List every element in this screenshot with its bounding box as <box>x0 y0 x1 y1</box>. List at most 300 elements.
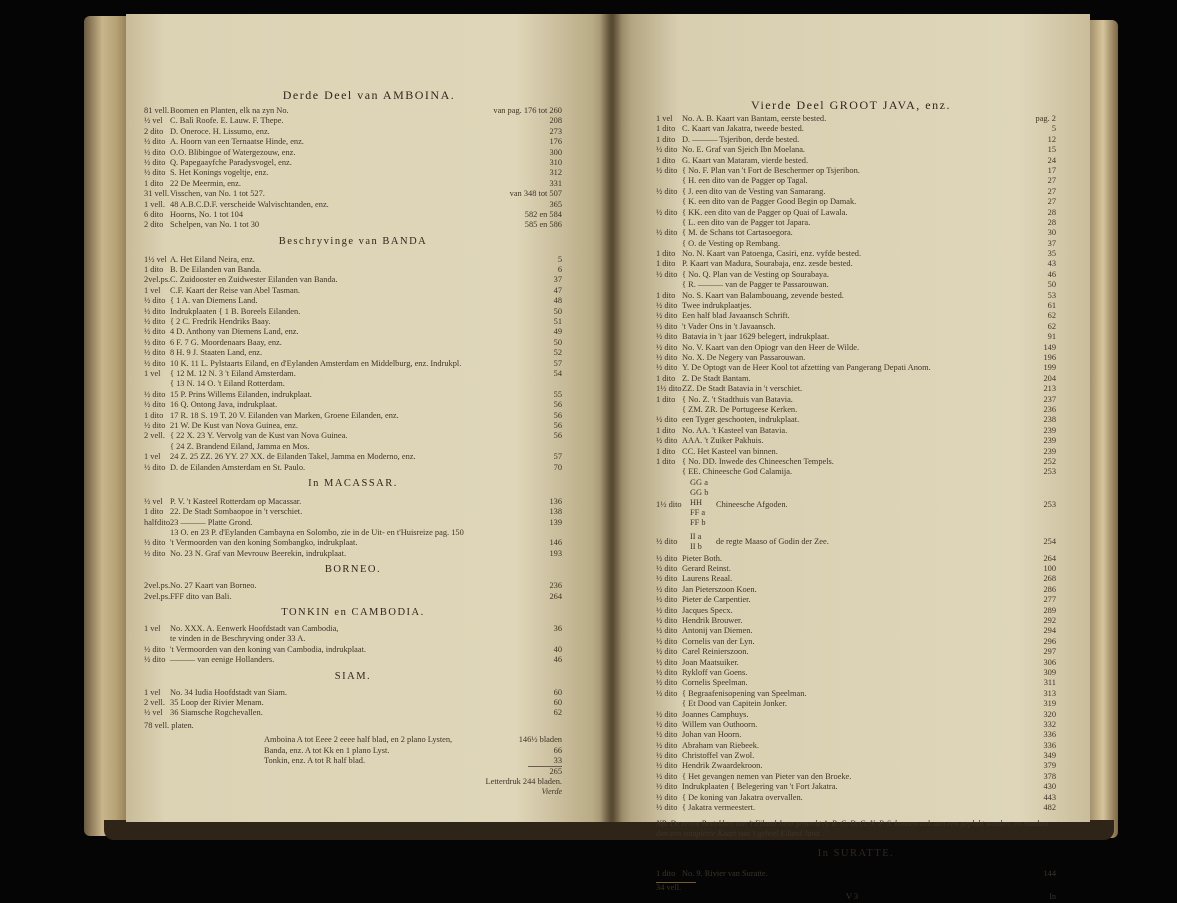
item-size: 2vel.ps. <box>144 591 171 601</box>
item-page: 297 <box>1043 647 1056 657</box>
item-size: ½ dito <box>144 327 166 337</box>
item-title: 21 W. De Kust van Nova Guinea, enz. <box>170 420 298 430</box>
list-item <box>656 803 1056 813</box>
list-item <box>656 395 1056 405</box>
item-size: 1 dito <box>656 290 676 300</box>
item-title: { R. ——— van de Pagger te Passarouwan. <box>682 280 829 290</box>
item-size: ½ vel <box>144 708 163 718</box>
item-page: 27 <box>1047 197 1056 207</box>
item-title: S. Het Konings vogeltje, enz. <box>170 168 269 178</box>
list-item <box>656 606 1056 616</box>
item-title: No. 27 Kaart van Borneo. <box>170 581 257 591</box>
item-page: 139 <box>549 517 562 527</box>
list-item <box>656 457 1056 467</box>
item-page: 6 <box>557 265 562 275</box>
item-size: 1 dito <box>656 456 676 466</box>
item-page: 46 <box>553 655 562 665</box>
item-size: ½ dito <box>144 358 166 368</box>
item-title: 36 Siamsche Rogchevallen. <box>170 708 263 718</box>
list-item <box>144 137 562 147</box>
item-title: { O. de Vesting op Rembang. <box>682 238 781 248</box>
item-size: ½ dito <box>656 301 678 311</box>
item-title: { 12 M. 12 N. 3 't Eiland Amsterdam. <box>170 368 296 378</box>
item-size: ½ dito <box>656 803 678 813</box>
list-item <box>144 421 562 431</box>
item-title: { KK. een dito van de Pagger op Quai of Lawala. <box>682 207 848 217</box>
item-page: 40 <box>553 644 562 654</box>
item-title: Tonkin, enz. A tot R half blad. <box>264 755 366 765</box>
item-page: 50 <box>1047 280 1056 290</box>
item-title: Jan Pieterszoon Koen. <box>682 584 757 594</box>
item-page: 46 <box>1047 269 1056 279</box>
list-item <box>144 158 562 168</box>
item-title: 16 Q. Ontong Java, indrukplaat. <box>170 400 278 410</box>
item-page: 48 <box>553 296 562 306</box>
banda-header: Beschryvinge van BANDA <box>278 235 428 247</box>
item-title: 15 P. Prins Willems Eilanden, indrukplaat. <box>170 389 312 399</box>
left-catchword: Vierde <box>541 787 562 797</box>
item-page: 36 <box>553 624 562 634</box>
item-page: 199 <box>1043 363 1056 373</box>
item-page: 91 <box>1047 332 1056 342</box>
list-item <box>656 249 1056 259</box>
gg-list <box>690 478 708 528</box>
left-page-body <box>144 106 562 797</box>
macassar-section <box>144 473 562 497</box>
item-title: No. 34 Iudia Hoofdstadt van Siam. <box>170 687 288 697</box>
item-size: ½ dito <box>144 420 166 430</box>
item-size: ½ dito <box>656 415 678 425</box>
item-page: 60 <box>553 697 562 707</box>
item-title: FFF dito van Bali. <box>170 591 232 601</box>
list-item <box>656 187 1056 197</box>
item-size: ½ dito <box>656 269 678 279</box>
list-item <box>656 135 1056 145</box>
item-page: 52 <box>553 348 562 358</box>
list-item <box>144 634 562 644</box>
item-page: 252 <box>1043 456 1056 466</box>
item-title: Willem van Outhoorn. <box>682 719 758 729</box>
list-item <box>656 782 1056 792</box>
list-item <box>656 467 1056 477</box>
brace-item: GG b <box>690 487 709 497</box>
gg-label: 1½ dito <box>656 499 682 509</box>
item-size: 1 dito <box>144 265 164 275</box>
item-page: 311 <box>1043 678 1056 688</box>
item-size: ½ dito <box>656 228 678 238</box>
list-item <box>144 338 562 348</box>
list-item <box>144 463 562 473</box>
list-item <box>656 145 1056 155</box>
item-title: CC. Het Kasteel van binnen. <box>682 446 778 456</box>
item-page: 320 <box>1043 709 1056 719</box>
siam-section <box>144 666 562 688</box>
letterdruk: Letterdruk 244 bladen. <box>485 776 562 786</box>
item-page: 30 <box>1047 228 1056 238</box>
item-size: ½ dito <box>656 342 678 352</box>
item-size: ½ dito <box>656 574 678 584</box>
item-title: { Begraafenisopening van Speelman. <box>682 688 807 698</box>
list-item <box>144 549 562 559</box>
item-page: 56 <box>553 410 562 420</box>
suratte-header: In SURATTE. <box>817 848 895 860</box>
left-page <box>126 14 612 822</box>
item-title: Abraham van Riebeek. <box>682 740 759 750</box>
item-page: 296 <box>1043 636 1056 646</box>
item-page: 146 <box>549 538 562 548</box>
list-item <box>656 436 1056 446</box>
item-title: Een half blad Javaansch Schrift. <box>682 311 790 321</box>
item-size: 1 dito <box>656 259 676 269</box>
list-item <box>144 411 562 421</box>
tonkin-list <box>144 624 562 666</box>
banda-list <box>144 255 562 473</box>
item-page: 313 <box>1043 688 1056 698</box>
item-page: 62 <box>1047 321 1056 331</box>
right-footer-row <box>656 892 1056 902</box>
item-title: 23 ——— Platte Grond. <box>170 517 253 527</box>
item-page: 138 <box>549 507 562 517</box>
item-title: Joan Maatsuiker. <box>682 657 739 667</box>
item-page: 62 <box>553 708 562 718</box>
item-page: 208 <box>549 116 562 126</box>
item-size: ½ dito <box>144 337 166 347</box>
item-title: No. XXX. A. Eenwerk Hoofdstadt van Cambodia, <box>170 624 339 634</box>
item-title: ZZ. De Stadt Batavia in 't verschiet. <box>682 384 803 394</box>
right-page-edges <box>1088 20 1118 838</box>
macassar-list <box>144 497 562 559</box>
list-item <box>144 317 562 327</box>
item-page: 47 <box>553 285 562 295</box>
item-title: te vinden in de Beschryving onder 33 A. <box>170 634 306 644</box>
item-size: ½ dito <box>656 751 678 761</box>
list-item <box>656 218 1056 228</box>
list-item <box>144 624 562 634</box>
list-item <box>144 400 562 410</box>
item-size: 1 dito <box>656 394 676 404</box>
item-size: ½ dito <box>656 165 678 175</box>
list-item <box>144 655 562 665</box>
item-size: 2 vell. <box>144 431 165 441</box>
item-page: 582 en 584 <box>524 209 562 219</box>
list-item <box>656 332 1056 342</box>
item-page: 70 <box>553 462 562 472</box>
item-page: 236 <box>1043 404 1056 414</box>
list-item <box>656 564 1056 574</box>
list-item <box>144 286 562 296</box>
item-title: Amboina A tot Eeee 2 eeee half blad, en 2 plano Lysten, <box>264 735 453 745</box>
item-page: 309 <box>1043 667 1056 677</box>
item-title: Cornelis van der Lyn. <box>682 636 755 646</box>
item-size: ½ dito <box>656 352 678 362</box>
list-item <box>144 200 562 210</box>
item-page: 300 <box>549 147 562 157</box>
item-size: 2 vell. <box>144 697 165 707</box>
item-page: 28 <box>1047 207 1056 217</box>
item-title: { Et Dood van Capitein Jonker. <box>682 699 787 709</box>
item-page: 193 <box>549 548 562 558</box>
item-title: A. Het Eiland Neira, enz. <box>170 254 255 264</box>
item-title: { No. Z. 't Stadthuis van Batavia. <box>682 394 793 404</box>
item-title: Laurens Reaal. <box>682 574 733 584</box>
right-total: 34 vell. <box>656 882 696 893</box>
item-size: ½ dito <box>656 678 678 688</box>
item-title: Q. Papegaayfche Paradysvogel, enz. <box>170 157 292 167</box>
item-page: 349 <box>1043 751 1056 761</box>
item-title: Antonij van Diemen. <box>682 626 753 636</box>
item-size: ½ dito <box>144 644 166 654</box>
item-page: 264 <box>549 591 562 601</box>
suratte-section <box>656 839 1056 869</box>
item-size: 1 dito <box>656 155 676 165</box>
item-page: van pag. 176 tot 260 <box>493 106 562 115</box>
item-title: No. E. Graf van Sjeich Ibn Moelana. <box>682 145 806 155</box>
item-size: ½ dito <box>656 626 678 636</box>
item-page: 336 <box>1043 740 1056 750</box>
list-item <box>144 452 562 462</box>
left-page-edges <box>84 16 130 836</box>
item-title: Twee indrukplaatjes. <box>682 301 752 311</box>
item-title: Pieter Both. <box>682 553 723 563</box>
item-title: Christoffel van Zwol. <box>682 751 755 761</box>
list-item <box>656 322 1056 332</box>
item-size: ½ dito <box>144 306 166 316</box>
list-item <box>656 363 1056 373</box>
item-page: 49 <box>553 327 562 337</box>
item-title: 8 H. 9 J. Staaten Land, enz. <box>170 348 263 358</box>
item-page: 56 <box>553 420 562 430</box>
item-title: { 1 A. van Diemens Land. <box>170 296 258 306</box>
gg-text: Chineesche Afgoden. <box>716 499 788 509</box>
list-item <box>656 166 1056 176</box>
item-title: { De koning van Jakatra overvallen. <box>682 792 803 802</box>
item-title: Pieter de Carpentier. <box>682 595 751 605</box>
item-page: 294 <box>1043 626 1056 636</box>
item-size: 1 vel <box>144 687 161 697</box>
list-item <box>144 348 562 358</box>
tonkin-section <box>144 602 562 624</box>
item-title: 13 O. en 23 P. d'Eylanden Cambayna en Solombo, zie in de Uit- en t'Huisreize pag. 150 <box>170 528 464 538</box>
list-item <box>144 189 562 199</box>
item-size: ½ dito <box>656 688 678 698</box>
signature-mark: V 3 <box>846 892 859 902</box>
list-item <box>144 431 562 441</box>
item-title: C. Zuidooster en Zuidwester Eilanden van Banda. <box>170 275 338 285</box>
list-item <box>144 148 562 158</box>
list-item <box>656 176 1056 186</box>
item-page: 27 <box>1047 186 1056 196</box>
item-page: 319 <box>1043 699 1056 709</box>
item-size: 1 dito <box>656 425 676 435</box>
list-item <box>656 239 1056 249</box>
item-size: ½ vel <box>144 496 163 506</box>
list-item <box>144 518 562 528</box>
item-size: 1 dito <box>144 507 164 517</box>
item-page: 136 <box>549 496 562 506</box>
item-size: ½ dito <box>656 605 678 615</box>
item-title: C.F. Kaart der Reise van Abel Tasman. <box>170 285 300 295</box>
item-title: { Het gevangen nemen van Pieter van den Broeke. <box>682 771 852 781</box>
item-size: ½ dito <box>144 462 166 472</box>
summary-total: 265 <box>528 766 562 777</box>
item-title: 4 D. Anthony van Diemens Land, enz. <box>170 327 299 337</box>
item-size: 81 vell. <box>144 106 170 115</box>
list-item <box>144 390 562 400</box>
item-page: 55 <box>553 389 562 399</box>
item-page: 12 <box>1047 134 1056 144</box>
item-title: Schelpen, van No. 1 tot 30 <box>170 220 260 230</box>
letterdruk-row <box>144 777 562 787</box>
item-title: Banda, enz. A tot Kk en 1 plano Lyst. <box>264 745 390 755</box>
ii-label: ½ dito <box>656 536 678 546</box>
item-title: P. Kaart van Madura, Sourabaja, enz. zesde bested. <box>682 259 853 269</box>
list-item <box>656 374 1056 384</box>
item-size: ½ dito <box>656 363 678 373</box>
list-item <box>144 210 562 220</box>
item-title: { 13 N. 14 O. 't Eiland Rotterdam. <box>170 379 285 389</box>
item-title: Hendrik Brouwer. <box>682 616 743 626</box>
book-gutter <box>600 14 622 822</box>
borneo-list <box>144 581 562 602</box>
list-item <box>656 291 1056 301</box>
item-size: ½ dito <box>144 137 166 147</box>
item-page: 35 <box>1047 249 1056 259</box>
list-item <box>656 280 1056 290</box>
list-item <box>144 307 562 317</box>
item-title: 48 A.B.C.D.F. verscheide Walvischtanden, enz. <box>170 199 329 209</box>
item-title: D. ——— Tsjeribon, derde bested. <box>682 134 800 144</box>
item-page: 56 <box>553 431 562 441</box>
list-item <box>656 595 1056 605</box>
item-page: 100 <box>1043 564 1056 574</box>
list-item <box>264 756 562 766</box>
item-title: 't Vermoorden van den koning Sombangko, indrukplaat. <box>170 538 358 548</box>
item-title: No. 9. Rivier van Suratte. <box>682 869 768 879</box>
item-size: ½ dito <box>656 709 678 719</box>
item-page: 15 <box>1047 145 1056 155</box>
item-page: 239 <box>1043 436 1056 446</box>
list-item <box>656 426 1056 436</box>
list-item <box>656 793 1056 803</box>
list-item <box>656 637 1056 647</box>
item-size: ½ dito <box>656 782 678 792</box>
brace-item: GG a <box>690 477 708 487</box>
item-page: 238 <box>1043 415 1056 425</box>
item-page: 237 <box>1043 394 1056 404</box>
item-page: 379 <box>1043 761 1056 771</box>
item-page: 196 <box>1043 352 1056 362</box>
list-item <box>656 384 1056 394</box>
list-item <box>144 179 562 189</box>
item-title: { 22 X. 23 Y. Vervolg van de Kust van Nova Guinea. <box>170 431 348 441</box>
item-page: 176 <box>549 137 562 147</box>
item-page: pag. 2 <box>1035 114 1056 123</box>
borneo-header: BORNEO. <box>324 564 382 576</box>
item-size: 6 dito <box>144 209 164 219</box>
item-title: 10 K. 11 L. Pylstaarts Eiland, en d'Eylanden Amsterdam en Middelburg, enz. Indrukpl. <box>170 358 462 368</box>
item-size: ½ dito <box>656 564 678 574</box>
item-title: D. de Eilanden Amsterdam en St. Paulo. <box>170 462 306 472</box>
list-item <box>656 678 1056 688</box>
borneo-section <box>144 559 562 581</box>
item-title: 't Vader Ons in 't Javaansch. <box>682 321 776 331</box>
macassar-header: In MACASSAR. <box>308 477 398 489</box>
item-size: ½ dito <box>656 657 678 667</box>
item-size: 1 dito <box>656 134 676 144</box>
item-title: 17 R. 18 S. 19 T. 20 V. Eilanden van Marken, Groene Eilanden, enz. <box>170 410 399 420</box>
list-item <box>144 106 562 116</box>
item-page: 33 <box>553 755 562 765</box>
amboina-list <box>144 106 562 231</box>
item-page: 57 <box>553 452 562 462</box>
list-item <box>144 581 562 591</box>
item-size: ½ dito <box>144 147 166 157</box>
item-size: ½ dito <box>144 317 166 327</box>
item-size: 2 dito <box>144 220 164 230</box>
item-size: 1 vel <box>656 114 673 123</box>
list-item <box>144 497 562 507</box>
item-title: D. Oneroce. H. Lissumo, enz. <box>170 126 270 136</box>
item-page: 332 <box>1043 719 1056 729</box>
left-page-header: Derde Deel van AMBOINA. <box>282 88 456 102</box>
item-title: Gerard Reinst. <box>682 564 731 574</box>
item-size: 1 dito <box>656 373 676 383</box>
item-page: 37 <box>553 275 562 285</box>
item-title: 22. De Stadt Sombaopoe in 't verschiet. <box>170 507 303 517</box>
list-item <box>656 197 1056 207</box>
list-item <box>144 255 562 265</box>
list-item <box>144 127 562 137</box>
java-list <box>656 114 1056 478</box>
banda-section <box>144 231 562 255</box>
list-item <box>144 528 562 538</box>
brace-item: FF a <box>690 507 706 517</box>
item-size: ½ dito <box>144 548 166 558</box>
item-page: 54 <box>553 368 562 378</box>
item-size: ½ dito <box>656 436 678 446</box>
list-item <box>656 208 1056 218</box>
right-catchword: In <box>1049 892 1056 902</box>
item-title: No. V. Kaart van den Opiogr van den Heer de Wilde. <box>682 342 860 352</box>
gg-group <box>656 478 1056 532</box>
item-title: No. N. Kaart van Patoenga, Casiri, enz. vyfde bested. <box>682 249 862 259</box>
item-title: No. S. Kaart van Balambouang, zevende bested. <box>682 290 844 300</box>
item-size: ½ dito <box>656 616 678 626</box>
item-page: 43 <box>1047 259 1056 269</box>
item-title: { No. F. Plan van 't Fort de Beschermer op Tsjeribon. <box>682 165 860 175</box>
list-item <box>144 296 562 306</box>
list-item <box>144 369 562 379</box>
list-item <box>144 645 562 655</box>
list-item <box>656 585 1056 595</box>
item-title: 35 Loop der Rivier Menam. <box>170 697 264 707</box>
item-title: G. Kaart van Mataram, vierde bested. <box>682 155 809 165</box>
item-page: 213 <box>1043 384 1056 394</box>
item-title: Rykloff van Goens. <box>682 667 748 677</box>
item-size: ½ dito <box>656 584 678 594</box>
item-page: 17 <box>1047 165 1056 175</box>
item-size: ½ dito <box>144 296 166 306</box>
item-size: ½ dito <box>656 553 678 563</box>
item-size: ½ dito <box>656 332 678 342</box>
nb-note: NB. De zeven Bestekken van 't Eiland Java gemerkt A. B. C. D. G. N. P. S. konnen ook aan een geplakt worden, en maaken dan een compleete Kaart van 't geheel Eiland Java. <box>656 819 1049 839</box>
item-size: ½ dito <box>656 207 678 217</box>
item-page: 585 en 586 <box>524 220 562 230</box>
list-item <box>656 353 1056 363</box>
portraits-list <box>656 554 1056 814</box>
item-title: O.O. Blibingoe of Watergezouw, enz. <box>170 147 296 157</box>
item-size: halfdito <box>144 517 171 527</box>
